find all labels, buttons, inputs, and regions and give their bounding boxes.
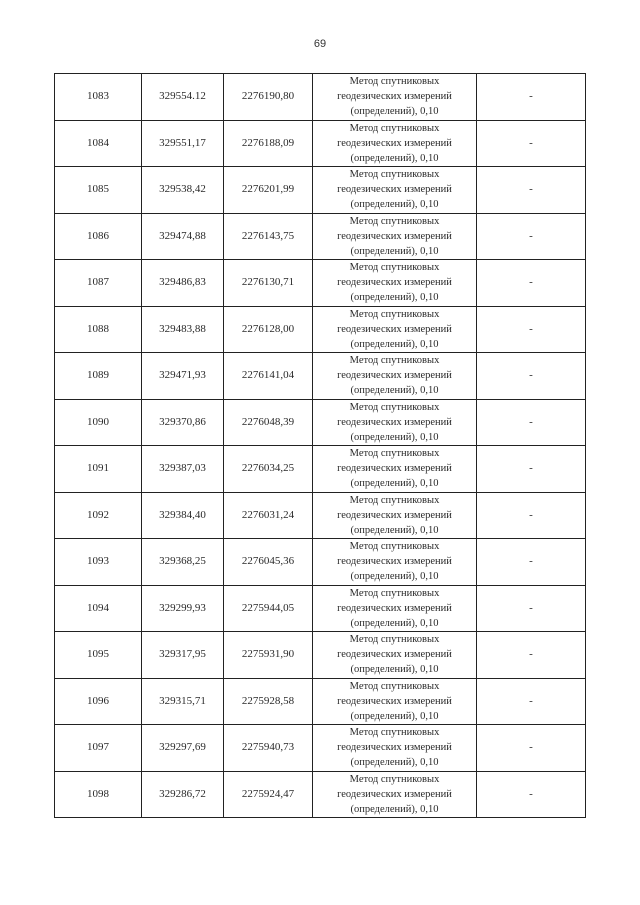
method-accuracy-text: Метод спутниковых геодезических измерений (определений), 0,10 [337,262,452,304]
coordinate-x-cell: 329317,95 [142,632,224,679]
method-accuracy-cell [313,678,477,725]
point-description-cell: - [477,74,586,121]
point-description-cell: - [477,446,586,493]
coordinate-y-cell: 2276031,24 [224,492,313,539]
table-row [55,539,586,586]
point-description-cell: - [477,632,586,679]
coordinate-x-cell: 329471,93 [142,353,224,400]
table-row [55,585,586,632]
table-row [55,725,586,772]
table-row [55,306,586,353]
coordinate-y-cell: 2275931,90 [224,632,313,679]
point-number-cell: 1098 [55,771,142,818]
method-accuracy-cell [313,632,477,679]
point-description-cell: - [477,213,586,260]
coordinate-x-cell: 329370,86 [142,399,224,446]
method-accuracy-cell [313,492,477,539]
method-accuracy-cell [313,167,477,214]
table-row [55,771,586,818]
method-accuracy-text: Метод спутниковых геодезических измерений (определений), 0,10 [337,308,452,350]
coordinate-x-cell: 329297,69 [142,725,224,772]
coordinate-y-cell: 2276128,00 [224,306,313,353]
point-number-cell: 1094 [55,585,142,632]
point-number-cell: 1093 [55,539,142,586]
table-row [55,492,586,539]
coordinate-y-cell: 2276201,99 [224,167,313,214]
point-number-cell: 1091 [55,446,142,493]
coordinate-y-cell: 2276190,80 [224,74,313,121]
method-accuracy-text: Метод спутниковых геодезических измерений (определений), 0,10 [337,634,452,676]
point-description-cell: - [477,678,586,725]
point-description-cell: - [477,120,586,167]
method-accuracy-text: Метод спутниковых геодезических измерений (определений), 0,10 [337,680,452,722]
method-accuracy-text: Метод спутниковых геодезических измерений (определений), 0,10 [337,727,452,769]
coordinate-x-cell: 329387,03 [142,446,224,493]
method-accuracy-cell [313,74,477,121]
method-accuracy-cell [313,213,477,260]
method-accuracy-cell [313,260,477,307]
point-description-cell: - [477,492,586,539]
point-description-cell: - [477,399,586,446]
point-number-cell: 1090 [55,399,142,446]
method-accuracy-text: Метод спутниковых геодезических измерений (определений), 0,10 [337,122,452,164]
method-accuracy-cell [313,399,477,446]
page-number: 69 [313,38,327,50]
method-accuracy-text: Метод спутниковых геодезических измерений (определений), 0,10 [337,541,452,583]
point-description-cell: - [477,725,586,772]
point-number-cell: 1096 [55,678,142,725]
method-accuracy-text: Метод спутниковых геодезических измерений (определений), 0,10 [337,587,452,629]
point-description-cell: - [477,585,586,632]
point-description-cell: - [477,260,586,307]
table-row [55,632,586,679]
point-number-cell: 1087 [55,260,142,307]
coordinate-y-cell: 2276143,75 [224,213,313,260]
coordinates-table-body [55,74,586,818]
method-accuracy-cell [313,306,477,353]
method-accuracy-cell [313,353,477,400]
coordinate-y-cell: 2275924,47 [224,771,313,818]
coordinate-y-cell: 2275940,73 [224,725,313,772]
method-accuracy-cell [313,771,477,818]
method-accuracy-cell [313,585,477,632]
coordinate-y-cell: 2276045,36 [224,539,313,586]
coordinate-x-cell: 329538,42 [142,167,224,214]
point-number-cell: 1084 [55,120,142,167]
coordinate-y-cell: 2276130,71 [224,260,313,307]
method-accuracy-cell [313,446,477,493]
table-row [55,120,586,167]
table-row [55,678,586,725]
coordinate-y-cell: 2276048,39 [224,399,313,446]
coordinate-x-cell: 329474,88 [142,213,224,260]
point-description-cell: - [477,771,586,818]
coordinate-y-cell: 2276141,04 [224,353,313,400]
point-number-cell: 1083 [55,74,142,121]
method-accuracy-text: Метод спутниковых геодезических измерений (определений), 0,10 [337,494,452,536]
coordinate-y-cell: 2275944,05 [224,585,313,632]
point-description-cell: - [477,353,586,400]
table-row [55,399,586,446]
point-number-cell: 1088 [55,306,142,353]
coordinates-table [54,73,586,818]
method-accuracy-text: Метод спутниковых геодезических измерений (определений), 0,10 [337,169,452,211]
point-number-cell: 1092 [55,492,142,539]
coordinate-x-cell: 329299,93 [142,585,224,632]
point-description-cell: - [477,167,586,214]
method-accuracy-text: Метод спутниковых геодезических измерений (определений), 0,10 [337,355,452,397]
coordinate-y-cell: 2276188,09 [224,120,313,167]
coordinate-x-cell: 329486,83 [142,260,224,307]
coordinate-x-cell: 329384,40 [142,492,224,539]
table-row [55,260,586,307]
method-accuracy-text: Метод спутниковых геодезических измерений (определений), 0,10 [337,215,452,257]
coordinate-y-cell: 2275928,58 [224,678,313,725]
method-accuracy-cell [313,120,477,167]
point-description-cell: - [477,306,586,353]
coordinate-x-cell: 329483,88 [142,306,224,353]
table-row [55,74,586,121]
method-accuracy-text: Метод спутниковых геодезических измерений (определений), 0,10 [337,448,452,490]
coordinate-x-cell: 329315,71 [142,678,224,725]
coordinate-x-cell: 329368,25 [142,539,224,586]
method-accuracy-text: Метод спутниковых геодезических измерений (определений), 0,10 [337,773,452,815]
coordinate-x-cell: 329551,17 [142,120,224,167]
method-accuracy-cell [313,725,477,772]
method-accuracy-text: Метод спутниковых геодезических измерений (определений), 0,10 [337,401,452,443]
table-row [55,213,586,260]
point-description-cell: - [477,539,586,586]
method-accuracy-cell [313,539,477,586]
method-accuracy-text: Метод спутниковых геодезических измерений (определений), 0,10 [337,76,452,118]
point-number-cell: 1089 [55,353,142,400]
point-number-cell: 1095 [55,632,142,679]
point-number-cell: 1097 [55,725,142,772]
coordinate-x-cell: 329554.12 [142,74,224,121]
coordinate-x-cell: 329286,72 [142,771,224,818]
table-row [55,353,586,400]
table-row [55,446,586,493]
point-number-cell: 1086 [55,213,142,260]
point-number-cell: 1085 [55,167,142,214]
table-row [55,167,586,214]
coordinate-y-cell: 2276034,25 [224,446,313,493]
